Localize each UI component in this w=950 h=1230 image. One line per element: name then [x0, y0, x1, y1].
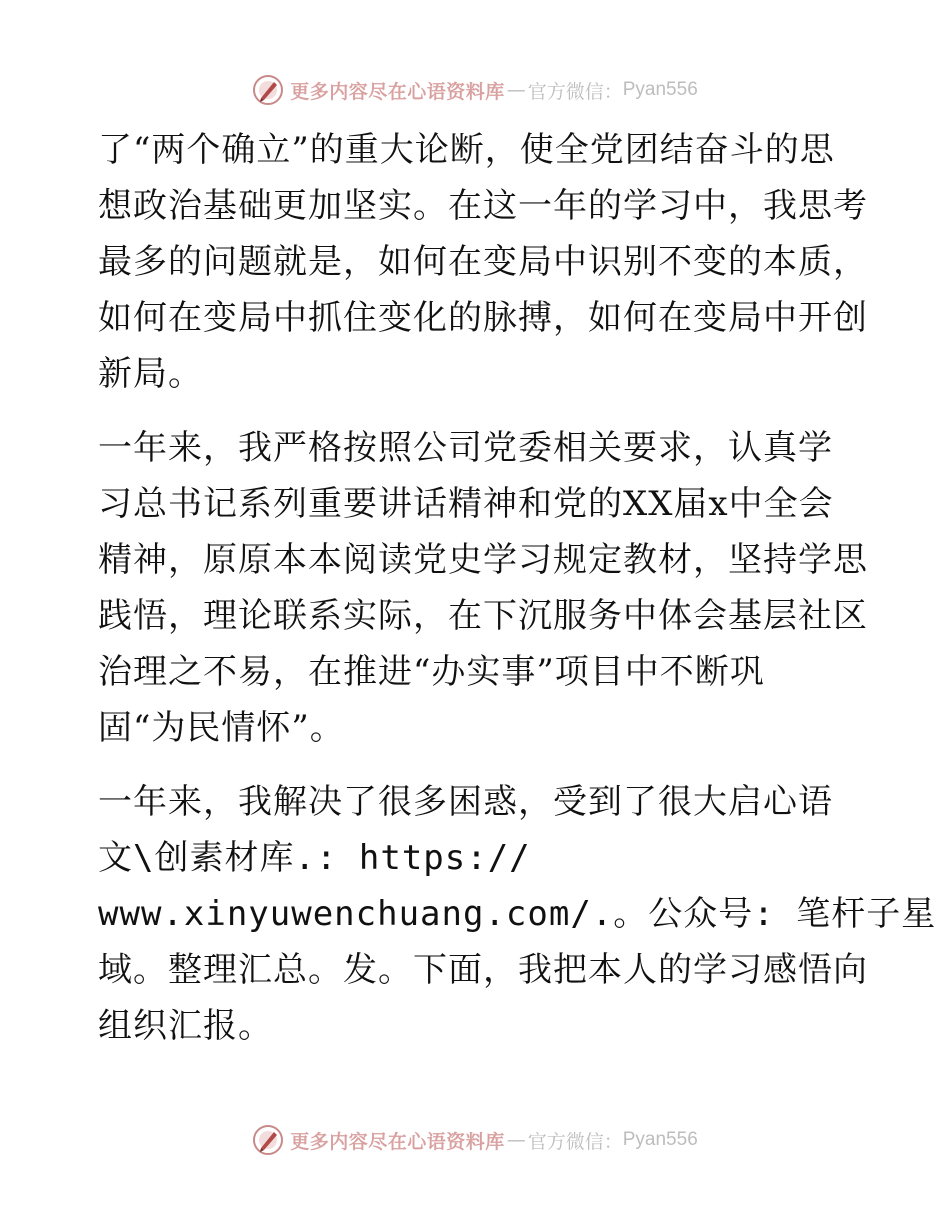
text-line: 精神，原原本本阅读党史学习规定教材，坚持学思	[98, 540, 868, 580]
text-line: 固“为民情怀”。	[98, 708, 345, 748]
paragraph-3	[98, 774, 937, 1054]
header-banner-text: 更多内容尽在心语资料库	[290, 80, 505, 103]
document-body	[98, 122, 937, 1072]
header-wechat-label: 官方微信：	[527, 80, 623, 103]
footer-banner-dash: —	[506, 1129, 526, 1151]
text-line: www.xinyuwenchuang.com/.。公众号: 笔杆子星	[98, 894, 937, 934]
quill-logo-icon	[252, 74, 284, 106]
text-line: 最多的问题就是，如何在变局中识别不变的本质，	[98, 242, 868, 282]
text-line: 域。整理汇总。发。下面，我把本人的学习感悟向	[98, 950, 868, 990]
header-banner	[0, 72, 950, 108]
footer-banner-text: 更多内容尽在心语资料库	[290, 1130, 505, 1153]
text-line: 想政治基础更加坚实。在这一年的学习中，我思考	[98, 186, 868, 226]
text-line: 一年来，我严格按照公司党委相关要求，认真学	[98, 428, 833, 468]
text-line: 一年来，我解决了很多困惑，受到了很大启心语	[98, 782, 833, 822]
footer-wechat-id: Pyan556	[622, 1129, 698, 1150]
text-line: 践悟，理论联系实际，在下沉服务中体会基层社区	[98, 596, 868, 636]
quill-logo-icon	[252, 1124, 284, 1156]
header-wechat-id: Pyan556	[622, 79, 698, 100]
text-line: 文\创素材库.: https://	[98, 838, 531, 878]
text-line: 习总书记系列重要讲话精神和党的XX届x中全会	[98, 484, 834, 524]
text-line: 如何在变局中抓住变化的脉搏，如何在变局中开创	[98, 298, 868, 338]
text-line: 组织汇报。	[98, 1006, 273, 1046]
footer-wechat-label: 官方微信：	[527, 1130, 623, 1153]
text-line: 了“两个确立”的重大论断，使全党团结奋斗的思	[98, 130, 835, 170]
text-line: 新局。	[98, 354, 203, 394]
paragraph-2	[98, 420, 868, 756]
header-banner-dash: —	[506, 79, 526, 101]
text-line: 治理之不易，在推进“办实事”项目中不断巩	[98, 652, 765, 692]
paragraph-1	[98, 122, 868, 402]
footer-banner	[0, 1122, 950, 1158]
